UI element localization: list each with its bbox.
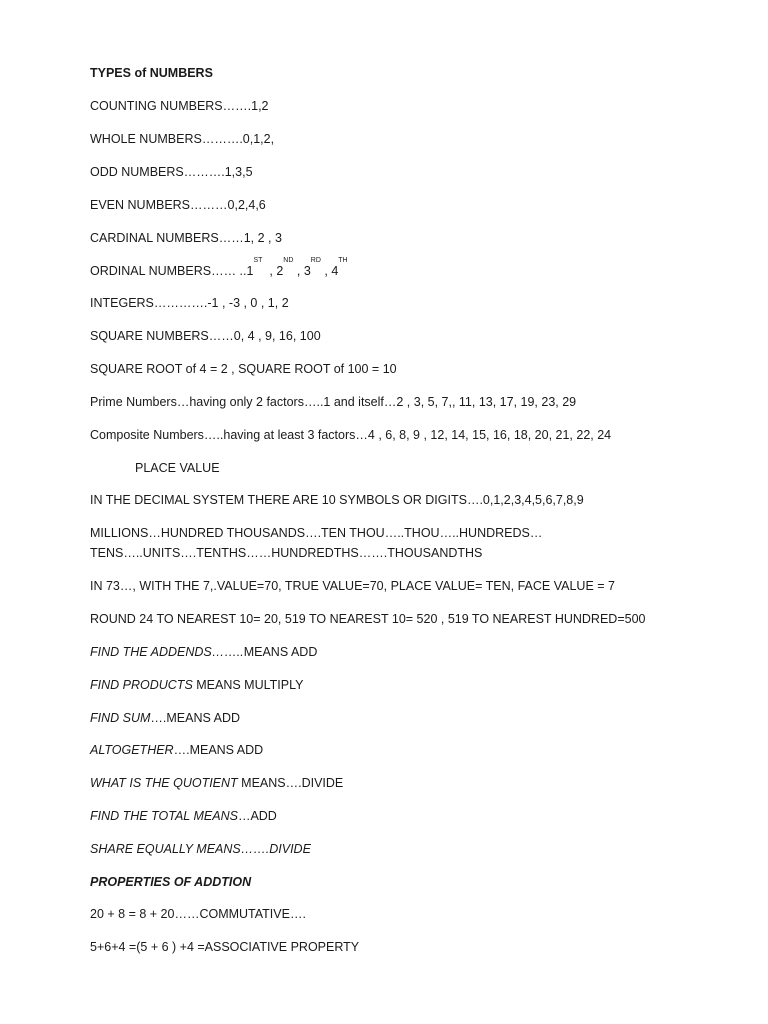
ordinal-4: 4 bbox=[331, 264, 339, 278]
ordinal-separator-1: , bbox=[262, 264, 277, 278]
ordinal-1-suffix: ST bbox=[253, 257, 263, 264]
products-plain: MEANS MULTIPLY bbox=[192, 678, 304, 692]
ordinal-4-suffix: TH bbox=[338, 257, 348, 264]
in73-line: IN 73…, WITH THE 7,.VALUE=70, TRUE VALUE=70, PLACE VALUE= TEN, FACE VALUE = 7 bbox=[90, 579, 615, 593]
sum-line bbox=[90, 710, 240, 726]
products-italic: FIND PRODUCTS bbox=[90, 678, 193, 692]
ordinal-separator-3: , bbox=[320, 264, 332, 278]
total-plain: …ADD bbox=[237, 809, 277, 823]
counting-numbers-line: COUNTING NUMBERS…….1,2 bbox=[90, 99, 269, 113]
altogether-plain: ….MEANS ADD bbox=[173, 743, 264, 757]
whole-numbers-line: WHOLE NUMBERS……….0,1,2, bbox=[90, 132, 275, 146]
ordinal-2: 2 bbox=[276, 264, 284, 278]
square-root-line: SQUARE ROOT of 4 = 2 , SQUARE ROOT of 100 = 10 bbox=[90, 362, 397, 376]
ordinal-numbers-line bbox=[90, 257, 348, 279]
even-numbers-line: EVEN NUMBERS………0,2,4,6 bbox=[90, 198, 266, 212]
sum-plain: ….MEANS ADD bbox=[150, 711, 241, 725]
commutative-line: 20 + 8 = 8 + 20……COMMUTATIVE…. bbox=[90, 907, 306, 921]
round-line: ROUND 24 TO NEAREST 10= 20, 519 TO NEAREST 10= 520 , 519 TO NEAREST HUNDRED=500 bbox=[90, 612, 646, 626]
ordinal-2-suffix: ND bbox=[283, 257, 294, 264]
prime-numbers-line: Prime Numbers…having only 2 factors…..1 and itself…2 , 3, 5, 7,, 11, 13, 17, 19, 23, 29 bbox=[90, 395, 577, 409]
square-numbers-line: SQUARE NUMBERS……0, 4 , 9, 16, 100 bbox=[90, 329, 321, 343]
ordinal-1: 1 bbox=[246, 264, 254, 278]
place-names-line: MILLIONS…HUNDRED THOUSANDS….TEN THOU…..THOU…..HUNDREDS…TENS…..UNITS….TENTHS……HUNDREDTHS…….THOUSANDTHS bbox=[90, 526, 543, 560]
ordinal-separator-2: , bbox=[293, 264, 304, 278]
ordinal-3-suffix: RD bbox=[310, 257, 321, 264]
altogether-italic: ALTOGETHER bbox=[90, 743, 174, 757]
cardinal-numbers-line: CARDINAL NUMBERS……1, 2 , 3 bbox=[90, 231, 282, 245]
altogether-line bbox=[90, 742, 263, 758]
quotient-plain: MEANS….DIVIDE bbox=[237, 776, 344, 790]
addends-italic: FIND THE ADDENDS…….. bbox=[90, 645, 244, 659]
ordinal-prefix: ORDINAL NUMBERS…… .. bbox=[90, 264, 247, 278]
sum-italic: FIND SUM bbox=[90, 711, 151, 725]
odd-numbers-line: ODD NUMBERS……….1,3,5 bbox=[90, 165, 253, 179]
decimal-system-line: IN THE DECIMAL SYSTEM THERE ARE 10 SYMBOLS OR DIGITS….0,1,2,3,4,5,6,7,8,9 bbox=[90, 493, 584, 507]
associative-line: 5+6+4 =(5 + 6 ) +4 =ASSOCIATIVE PROPERTY bbox=[90, 940, 360, 954]
properties-heading: PROPERTIES OF ADDTION bbox=[90, 875, 252, 889]
quotient-line bbox=[90, 775, 343, 791]
place-value-heading: PLACE VALUE bbox=[135, 461, 220, 475]
products-line bbox=[90, 677, 303, 693]
addends-line bbox=[90, 644, 317, 660]
total-line bbox=[90, 808, 277, 824]
title-heading: TYPES of NUMBERS bbox=[90, 66, 213, 80]
quotient-italic: WHAT IS THE QUOTIENT bbox=[90, 776, 238, 790]
composite-numbers-line: Composite Numbers…..having at least 3 factors…4 , 6, 8, 9 , 12, 14, 15, 16, 18, 20, 21, 22, 24 bbox=[90, 428, 612, 442]
addends-plain: MEANS ADD bbox=[243, 645, 318, 659]
ordinal-3: 3 bbox=[303, 264, 311, 278]
integers-line: INTEGERS………….-1 , -3 , 0 , 1, 2 bbox=[90, 296, 289, 310]
total-italic: FIND THE TOTAL MEANS bbox=[90, 809, 238, 823]
share-line: SHARE EQUALLY MEANS…….DIVIDE bbox=[90, 842, 311, 856]
